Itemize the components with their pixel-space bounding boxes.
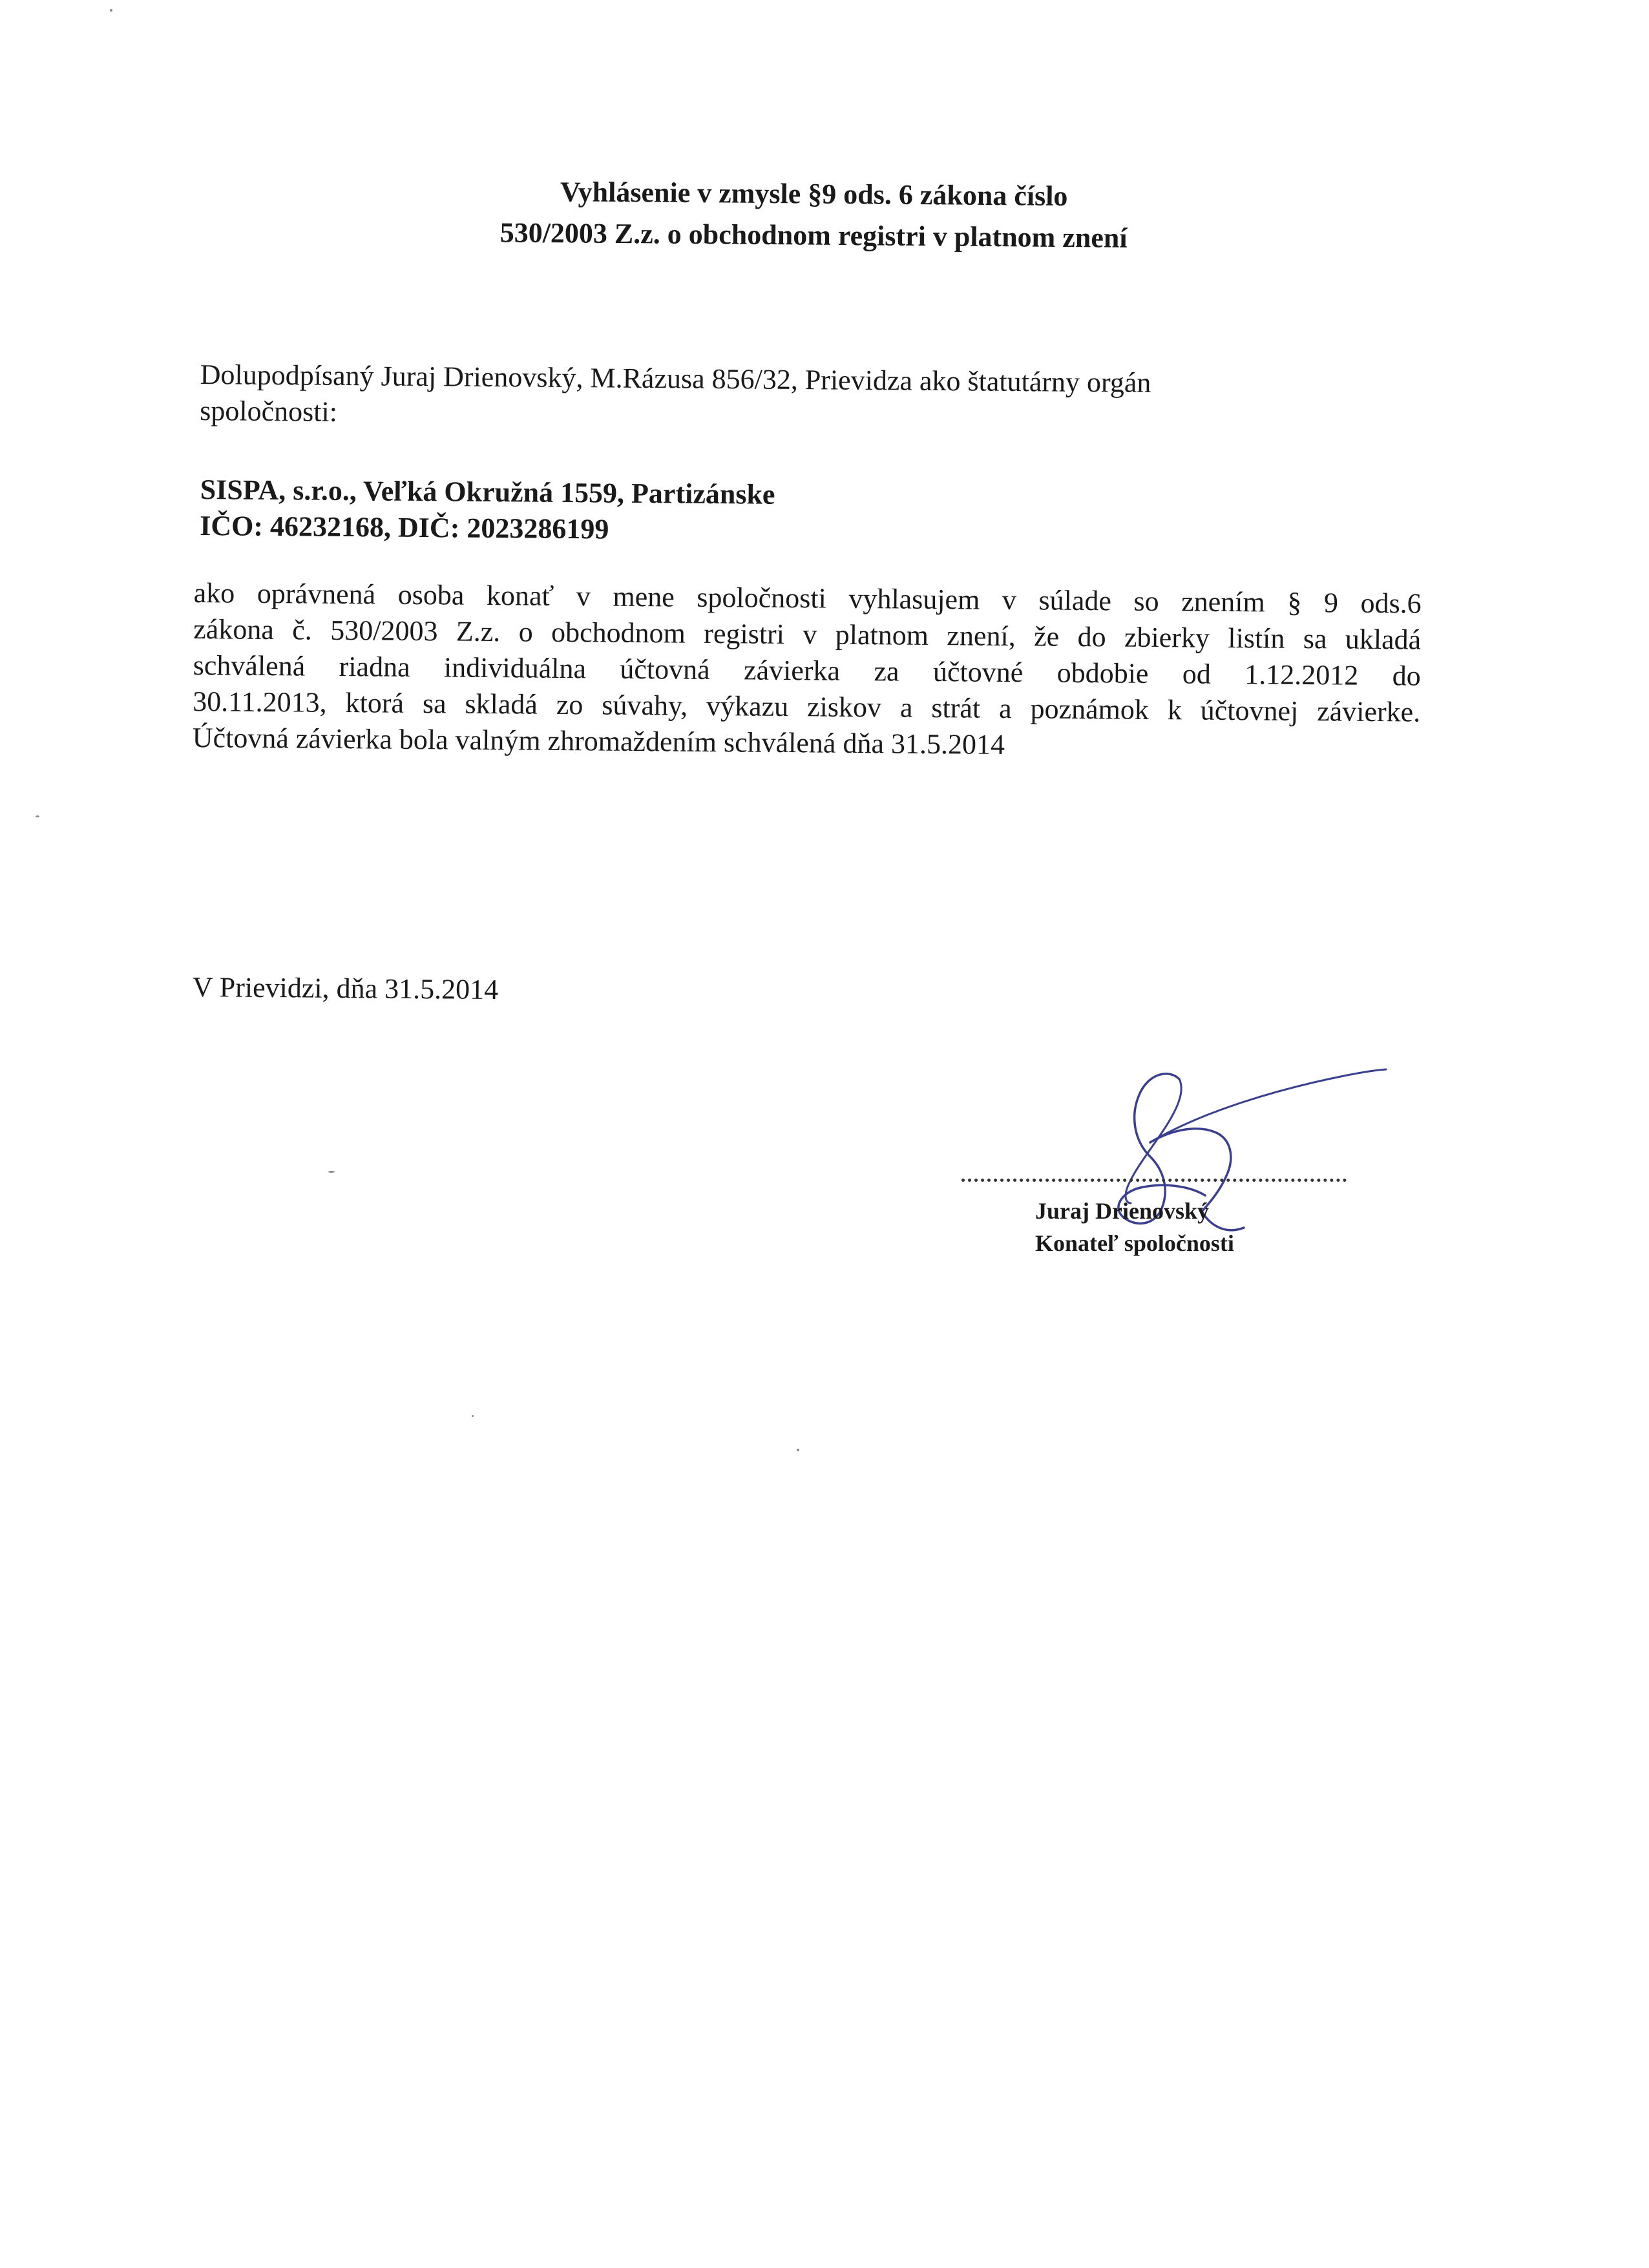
signer-role: Konateľ spoločnosti xyxy=(1035,1230,1234,1256)
scan-speck xyxy=(797,1449,799,1451)
place-and-date: V Prievidzi, dňa 31.5.2014 xyxy=(192,971,499,1006)
declaration-paragraph xyxy=(193,575,1422,767)
scan-speck xyxy=(472,1415,474,1417)
company-block xyxy=(200,472,1428,555)
document-title xyxy=(322,169,1305,260)
declaration-line-5: Účtovná závierka bola valným zhromaždením schválená dňa 31.5.2014 xyxy=(192,721,1005,761)
intro-line-2: spoločnosti: xyxy=(200,394,338,428)
scan-speck xyxy=(110,9,112,12)
declaration-line-1: ako oprávnená osoba konať v mene spoločnosti vyhlasujem v súlade so znením § 9 ods.6 xyxy=(193,576,1422,620)
declaration-line-3: schválená riadna individuálna účtovná závierka za účtovné obdobie od 1.12.2012 do xyxy=(193,649,1421,692)
signature-block xyxy=(956,1034,1447,1305)
signature-stroke xyxy=(1150,1069,1386,1142)
handwritten-signature xyxy=(956,1034,1447,1305)
company-ids: IČO: 46232168, DIČ: 2023286199 xyxy=(200,509,609,545)
scan-speck xyxy=(328,1171,335,1173)
title-line-1: Vyhlásenie v zmysle §9 ods. 6 zákona číslo xyxy=(560,176,1068,213)
signer-name: Juraj Drienovský xyxy=(1035,1198,1209,1224)
intro-line-1: Dolupodpísaný Juraj Drienovský, M.Rázusa 856/32, Prievidza ako štatutárny orgán xyxy=(200,358,1151,399)
scan-speck xyxy=(36,815,39,817)
intro-paragraph xyxy=(200,357,1428,440)
company-name-address: SISPA, s.r.o., Veľká Okružná 1559, Partizánske xyxy=(200,473,775,510)
signature-line xyxy=(961,1179,1347,1182)
declaration-line-4: 30.11.2013, ktorá sa skladá zo súvahy, výkazu ziskov a strát a poznámok k účtovnej závierke. xyxy=(193,685,1421,728)
declaration-line-2: zákona č. 530/2003 Z.z. o obchodnom registri v platnom znení, že do zbierky listín sa ukladá xyxy=(193,613,1422,656)
title-line-2: 530/2003 Z.z. o obchodnom registri v platnom znení xyxy=(499,216,1128,254)
